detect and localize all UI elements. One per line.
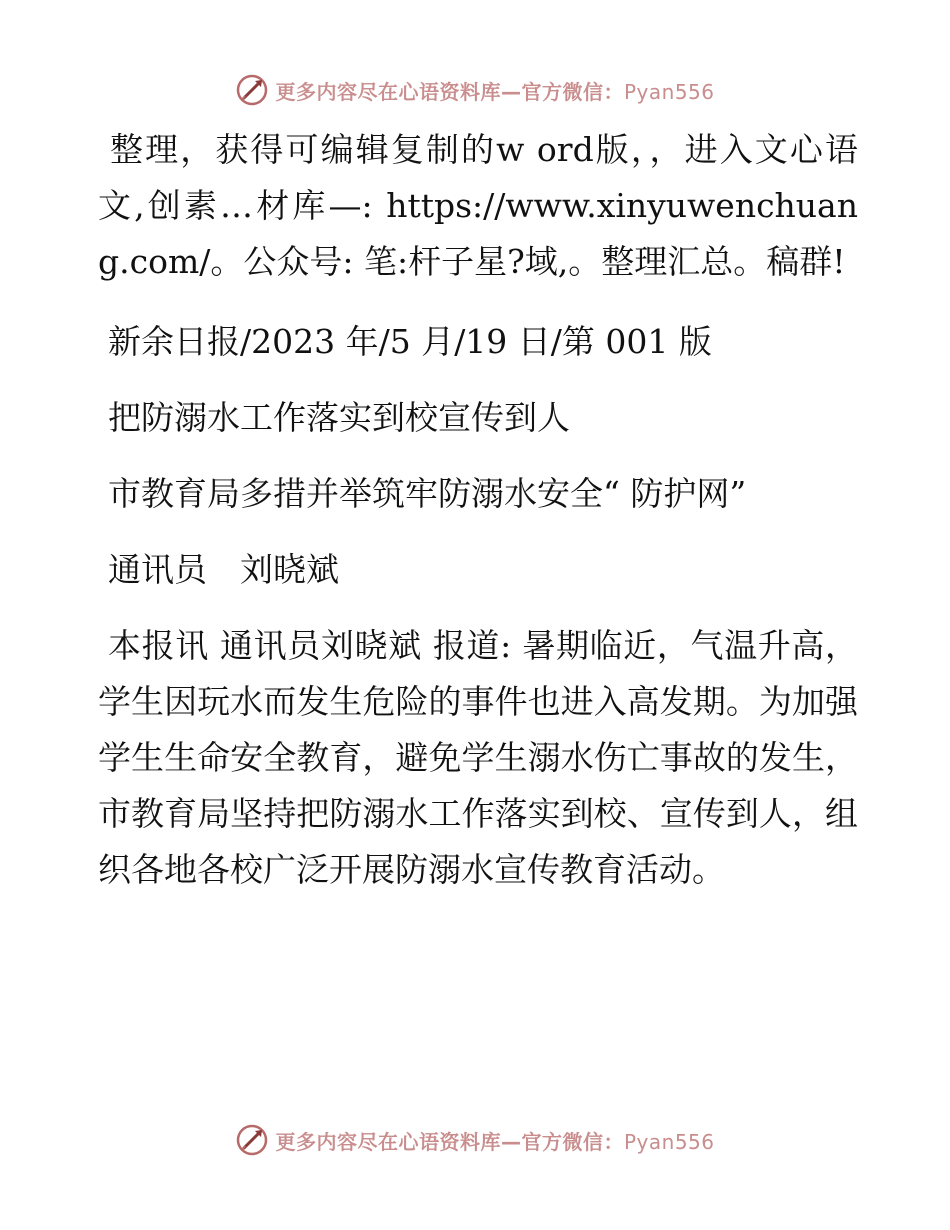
watermark-footer	[0, 1120, 950, 1160]
body-paragraph: 本报讯 通讯员刘晓斌 报道: 暑期临近，气温升高，学生因玩水而发生危险的事件也进入高发期。为加强学生生命安全教育，避免学生溺水伤亡事故的发生，市教育局坚持把防溺水工作落实到校、宣传到人，组织各地各校广泛开展防溺水宣传教育活动。	[98, 626, 858, 889]
quill-seal-icon	[235, 1123, 269, 1157]
headline: 把防溺水工作落实到校宣传到人	[108, 398, 570, 437]
document-body	[98, 122, 858, 898]
subheadline: 市教育局多措并举筑牢防溺水安全“ 防护网”	[108, 474, 747, 513]
byline: 通讯员 刘晓斌	[108, 550, 339, 589]
watermark-text: 更多内容尽在心语资料库—官方微信：Pyan556	[275, 79, 715, 104]
watermark-text: 更多内容尽在心语资料库—官方微信：Pyan556	[275, 1129, 715, 1154]
dateline: 新余日报/2023 年/5 月/19 日/第 001 版	[108, 322, 712, 361]
watermark-header	[0, 70, 950, 110]
quill-seal-icon	[235, 73, 269, 107]
intro-paragraph: 整理，获得可编辑复制的w ord版，，进入文心语文,创素…材库—: https://www.xinyuwenchuang.com/。公众号: 笔:杆子星?域,。整理汇总。稿群!	[98, 130, 858, 281]
